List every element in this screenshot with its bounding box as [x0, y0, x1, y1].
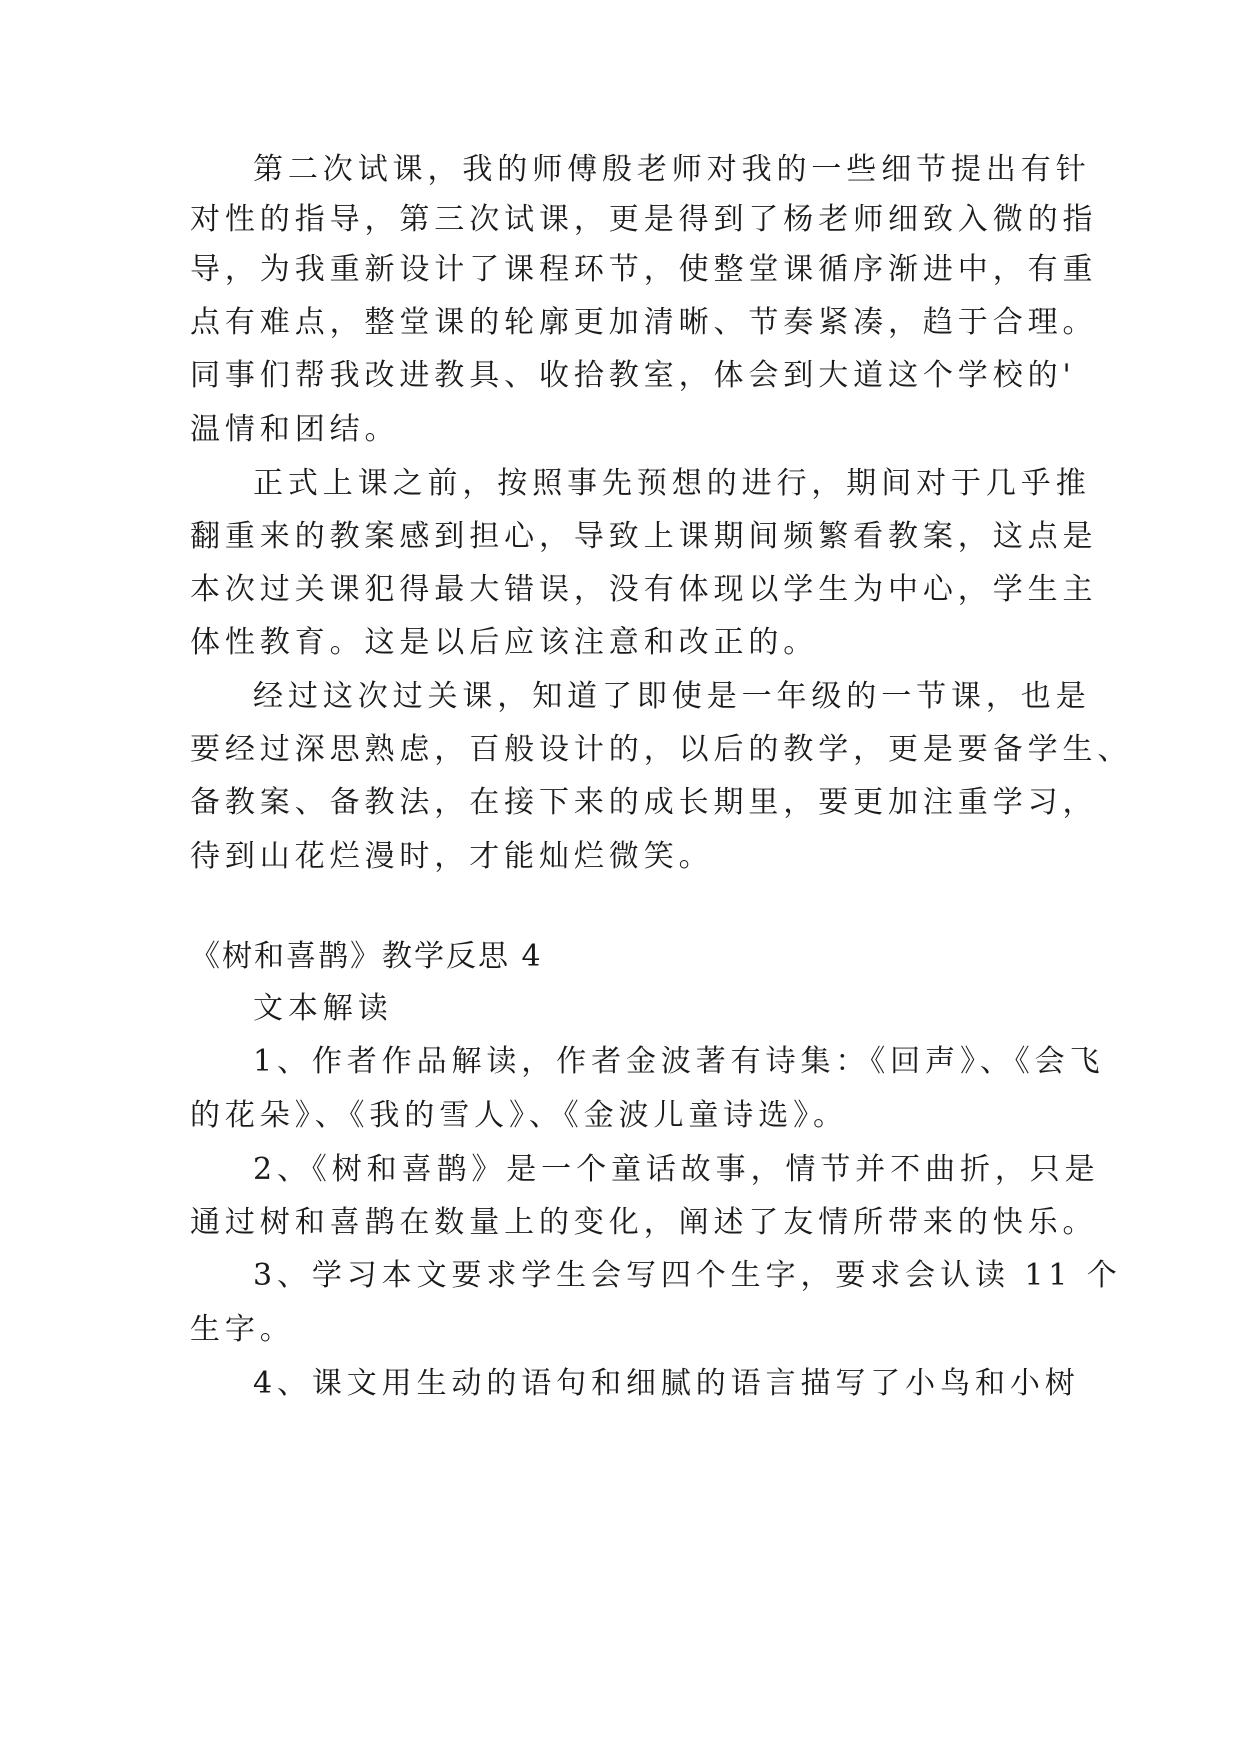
- paragraph-line: 第二次试课，我的师傅殷老师对我的一些细节提出有针: [253, 152, 1091, 187]
- paragraph-line: 通过树和喜鹊在数量上的变化，阐述了友情所带来的快乐。: [190, 1205, 1098, 1240]
- paragraph-line: 正式上课之前，按照事先预想的进行，期间对于几乎推: [253, 466, 1091, 501]
- paragraph-line: 对性的指导，第三次试课，更是得到了杨老师细致入微的指: [190, 202, 1098, 237]
- paragraph-line: 翻重来的教案感到担心，导致上课期间频繁看教案，这点是: [190, 519, 1098, 554]
- paragraph-line: 同事们帮我改进教具、收拾教室，体会到大道这个学校的': [190, 358, 1076, 393]
- paragraph-line: 1、作者作品解读，作者金波著有诗集：《回声》、《会飞: [253, 1044, 1105, 1079]
- paragraph-line: 2、《树和喜鹊》是一个童话故事，情节并不曲折，只是: [253, 1152, 1100, 1187]
- paragraph-line: 体性教育。这是以后应该注意和改正的。: [190, 625, 819, 660]
- paragraph-line: 3、学习本文要求学生会写四个生字，要求会认读 11 个: [253, 1258, 1122, 1293]
- subheading: 文本解读: [253, 991, 393, 1026]
- paragraph-line: 要经过深思熟虑，百般设计的，以后的教学，更是要备学生、: [190, 732, 1133, 767]
- paragraph-line: 导，为我重新设计了课程环节，使整堂课循序渐进中，有重: [190, 252, 1098, 287]
- paragraph-line: 的花朵》、《我的雪人》、《金波儿童诗选》。: [190, 1098, 848, 1133]
- paragraph-line: 温情和团结。: [190, 412, 400, 447]
- paragraph-line: 待到山花烂漫时，才能灿烂微笑。: [190, 839, 714, 874]
- paragraph-line: 点有难点，整堂课的轮廓更加清晰、节奏紧凑，趋于合理。: [190, 305, 1098, 340]
- paragraph-line: 备教案、备教法，在接下来的成长期里，要更加注重学习，: [190, 785, 1098, 820]
- paragraph-line: 4、课文用生动的语句和细腻的语言描写了小鸟和小树: [253, 1366, 1080, 1401]
- paragraph-line: 本次过关课犯得最大错误，没有体现以学生为中心，学生主: [190, 572, 1098, 607]
- paragraph-line: 生字。: [190, 1312, 295, 1347]
- section-heading: 《树和喜鹊》教学反思 4: [190, 939, 543, 974]
- paragraph-line: 经过这次过关课，知道了即使是一年级的一节课，也是: [253, 679, 1091, 714]
